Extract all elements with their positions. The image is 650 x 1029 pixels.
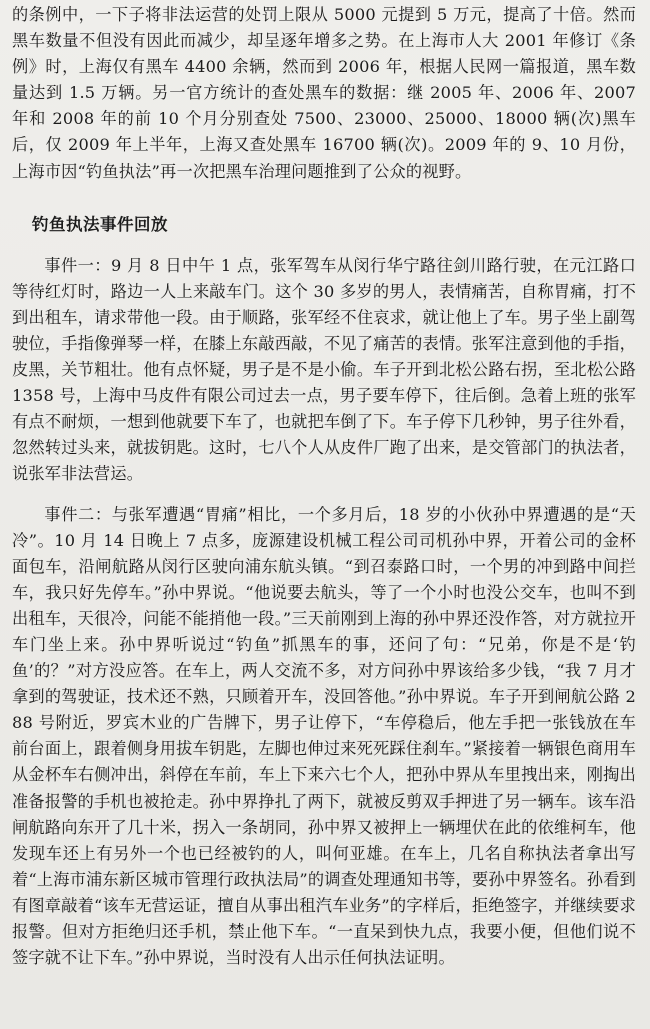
spacer <box>12 185 636 199</box>
section-heading: 钓鱼执法事件回放 <box>32 214 168 234</box>
spacer <box>12 488 636 502</box>
paragraph-intro: 的条例中，一下子将非法运营的处罚上限从 5000 元提到 5 万元，提高了十倍。然而黑车数量不但没有因此而减少，却呈逐年增多之势。在上海市人大 2001 年修订《条例》时，上海仅有黑车 4400 余辆，然而到 2006 年，根据人民网一篇报道，黑车数量达到 1.5 万辆。另一官方统计的查处黑车的数据：继 2005 年、2006 年、2007 年和 2008 年的前 10 个月分别查处 7500、23000、25000、18000 辆(次)黑车后，仅 2009 年上半年，上海又查处黑车 16700 辆(次)。2009 年的 9、10 月份，上海市因“钓鱼执法”再一次把黑车治理问题推到了公众的视野。 <box>12 5 636 181</box>
paragraph-event-2: 事件二：与张军遭遇“胃痛”相比，一个多月后，18 岁的小伙孙中界遭遇的是“天冷”。10 月 14 日晚上 7 点多，庞源建设机械工程公司司机孙中界，开着公司的金杯面包车，沿闸航路从闵行区驶向浦东航头镇。“到召泰路口时，一个男的冲到路中间拦车，我只好先停车。”孙中界说。“他说要去航头，等了一个小时也没公交车，也叫不到出租车，天很冷，问能不能捎他一段。”三天前刚到上海的孙中界还没作答，对方就拉开车门坐上来。孙中界听说过“钓鱼”抓黑车的事，还问了句：“兄弟，你是不是‘钓鱼’的？”对方没应答。在车上，两人交流不多，对方问孙中界该给多少钱，“我 7 月才拿到的驾驶证，技术还不熟，只顾着开车，没回答他。”孙中界说。车子开到闸航公路 288 号附近，罗宾木业的广告牌下，男子让停下，“车停稳后，他左手把一张钱放在车前台面上，跟着侧身用拔车钥匙，左脚也伸过来死死踩住刹车。”紧接着一辆银色商用车从金杯车右侧冲出，斜停在车前，车上下来六七个人，把孙中界从车里拽出来，刚掏出准备报警的手机也被抢走。孙中界挣扎了两下，就被反剪双手押进了另一辆车。该车沿闸航路向东开了几十米，拐入一条胡同，孙中界又被押上一辆埋伏在此的依维柯车，他发现车还上有另外一个也已经被钓的人，叫何亚雄。在车上，几名自称执法者拿出写着“上海市浦东新区城市管理行政执法局”的调查处理通知书等，要孙中界签名。孙看到有图章敲着“该车无营运证，擅自从事出租汽车业务”的字样后，拒绝签字，并继续要求报警。但对方拒绝归还手机，禁止他下车。“一直呆到快九点，我要小便，但他们说不签字就不让下车。”孙中界说，当时没有人出示任何执法证明。 <box>12 504 636 968</box>
paragraph-event-1: 事件一：9 月 8 日中午 1 点，张军驾车从闵行华宁路往剑川路行驶，在元江路口等待红灯时，路边一人上来敲车门。这个 30 多岁的男人，表情痛苦，自称胃痛，打不到出租车，请求带他一段。由于顺路，张军经不住哀求，就让他上了车。男子坐上副驾驶位，手指像弹琴一样，在膝上东敲西敲，不见了痛苦的表情。张军注意到他的手指，皮黑，关节粗壮。他有点怀疑，男子是不是小偷。车子开到北松公路右拐，至北松公路 1358 号，上海中马皮件有限公司过去一点，男子要车停下，往后倒。急着上班的张军有点不耐烦，一想到他就要下车了，也就把车倒了下。车子停下几秒钟，男子往外看，忽然转过头来，就拔钥匙。这时，七八个人从皮件厂跑了出来，是交管部门的执法者，说张军非法营运。 <box>12 255 636 484</box>
